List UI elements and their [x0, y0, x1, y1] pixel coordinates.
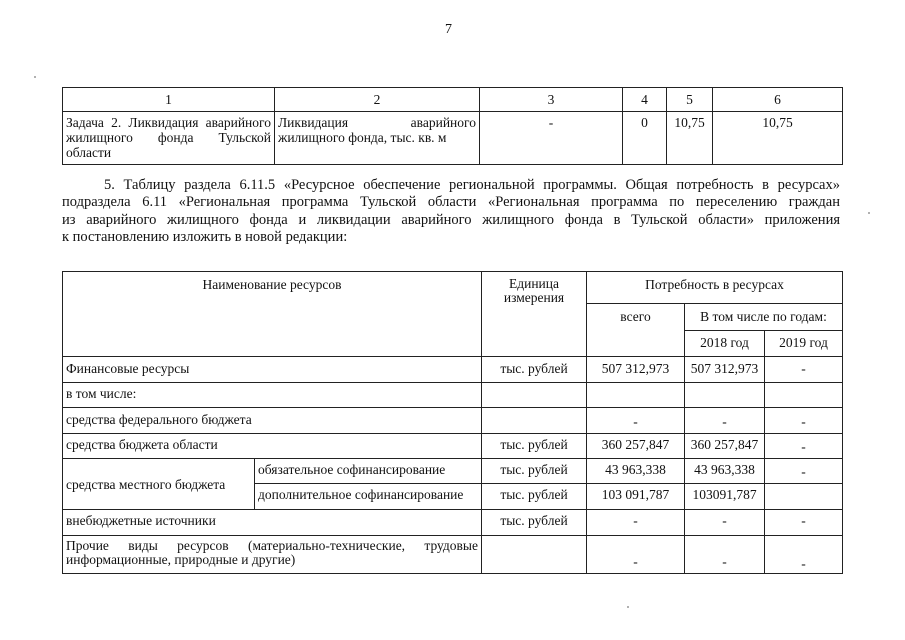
- indicators-table: [62, 87, 843, 165]
- scan-speck: [34, 76, 36, 78]
- table-row: [63, 434, 843, 459]
- paragraph-line: подраздела 6.11 «Региональная программа Тульской области «Региональная программа по переселению граждан: [62, 194, 840, 211]
- row-2018: 103091,787: [685, 484, 765, 510]
- paragraph-line: 5. Таблицу раздела 6.11.5 «Ресурсное обеспечение региональной программы. Общая потребность в ресурсах»: [104, 177, 840, 193]
- row-name: средства бюджета области: [63, 434, 482, 459]
- row-unit: тыс. рублей: [482, 434, 587, 459]
- task-line: жилищного фонда Тульской: [66, 130, 271, 145]
- page-number: 7: [445, 22, 452, 37]
- header-cell: 2: [275, 88, 480, 112]
- row-2018: 43 963,338: [685, 459, 765, 484]
- header-cell: 1: [63, 88, 275, 112]
- scan-speck: [868, 212, 870, 214]
- row-2019: -: [765, 357, 843, 383]
- unit-header-line: измерения: [503, 290, 565, 305]
- row-total: 43 963,338: [587, 459, 685, 484]
- table-row: [63, 536, 843, 574]
- row-name: Финансовые ресурсы: [63, 357, 482, 383]
- year-2018-header: 2018 год: [685, 331, 765, 357]
- row-subname: дополнительное софинансирование: [255, 484, 482, 510]
- header-cell: 4: [623, 88, 667, 112]
- table-row: [63, 357, 843, 383]
- year-2019-header: 2019 год: [765, 331, 843, 357]
- row-2018: 507 312,973: [685, 357, 765, 383]
- total-header: всего: [587, 304, 685, 357]
- task-cell: [63, 112, 275, 165]
- row-unit: тыс. рублей: [482, 459, 587, 484]
- row-2019: -: [765, 459, 843, 484]
- by-years-header: В том числе по годам:: [685, 304, 843, 331]
- row-2018: 360 257,847: [685, 434, 765, 459]
- row-2019: [765, 484, 843, 510]
- table-header-row: [63, 272, 843, 304]
- row-total: 360 257,847: [587, 434, 685, 459]
- paragraph-line: из аварийного жилищного фонда и ликвидации аварийного жилищного фонда в Тульской области» приложения: [62, 211, 840, 228]
- need-header: Потребность в ресурсах: [587, 272, 843, 304]
- indicator-cell: [275, 112, 480, 165]
- row-2019: -: [765, 408, 843, 434]
- table-row: [63, 408, 843, 434]
- row-name-line: Прочие виды ресурсов (материально-технические, трудовые: [66, 538, 478, 553]
- row-unit: тыс. рублей: [482, 510, 587, 536]
- row-2019: -: [765, 434, 843, 459]
- unit-header: [482, 272, 587, 357]
- value-cell: 0: [623, 112, 667, 165]
- row-total: -: [587, 510, 685, 536]
- resources-table: [62, 271, 843, 574]
- row-total: [587, 383, 685, 408]
- task-line: Задача 2. Ликвидация аварийного: [66, 115, 271, 130]
- table-row: [63, 112, 843, 165]
- row-2019: -: [765, 536, 843, 574]
- row-2018: [685, 383, 765, 408]
- row-name: средства федерального бюджета: [63, 408, 482, 434]
- task-line: области: [66, 145, 112, 160]
- row-2019: -: [765, 510, 843, 536]
- row-2018: -: [685, 510, 765, 536]
- row-total: 103 091,787: [587, 484, 685, 510]
- row-2018: -: [685, 536, 765, 574]
- row-name: в том числе:: [63, 383, 482, 408]
- scan-speck: [627, 606, 629, 608]
- table-row: [63, 383, 843, 408]
- table-row: [63, 510, 843, 536]
- paragraph-line: к постановлению изложить в новой редакции:: [62, 228, 348, 245]
- header-cell: 3: [480, 88, 623, 112]
- row-unit: [482, 383, 587, 408]
- value-cell: 10,75: [667, 112, 713, 165]
- row-total: 507 312,973: [587, 357, 685, 383]
- table-header-row: [63, 88, 843, 112]
- indicator-line: жилищного фонда, тыс. кв. м: [278, 130, 447, 145]
- body-paragraph: [62, 177, 840, 246]
- row-name: средства местного бюджета: [63, 459, 255, 510]
- row-unit: тыс. рублей: [482, 357, 587, 383]
- row-subname: обязательное софинансирование: [255, 459, 482, 484]
- value-cell: 10,75: [713, 112, 843, 165]
- row-unit: [482, 408, 587, 434]
- row-name-line: информационные, природные и другие): [66, 552, 296, 567]
- row-2019: [765, 383, 843, 408]
- resource-name-header: Наименование ресурсов: [63, 272, 482, 357]
- indicator-line: Ликвидация аварийного: [278, 115, 476, 130]
- row-name: [63, 536, 482, 574]
- value-cell: -: [480, 112, 623, 165]
- row-unit: тыс. рублей: [482, 484, 587, 510]
- table-row: [63, 459, 843, 484]
- row-2018: -: [685, 408, 765, 434]
- row-unit: [482, 536, 587, 574]
- header-cell: 5: [667, 88, 713, 112]
- row-name: внебюджетные источники: [63, 510, 482, 536]
- row-total: -: [587, 408, 685, 434]
- row-total: -: [587, 536, 685, 574]
- header-cell: 6: [713, 88, 843, 112]
- unit-header-line: Единица: [508, 276, 559, 291]
